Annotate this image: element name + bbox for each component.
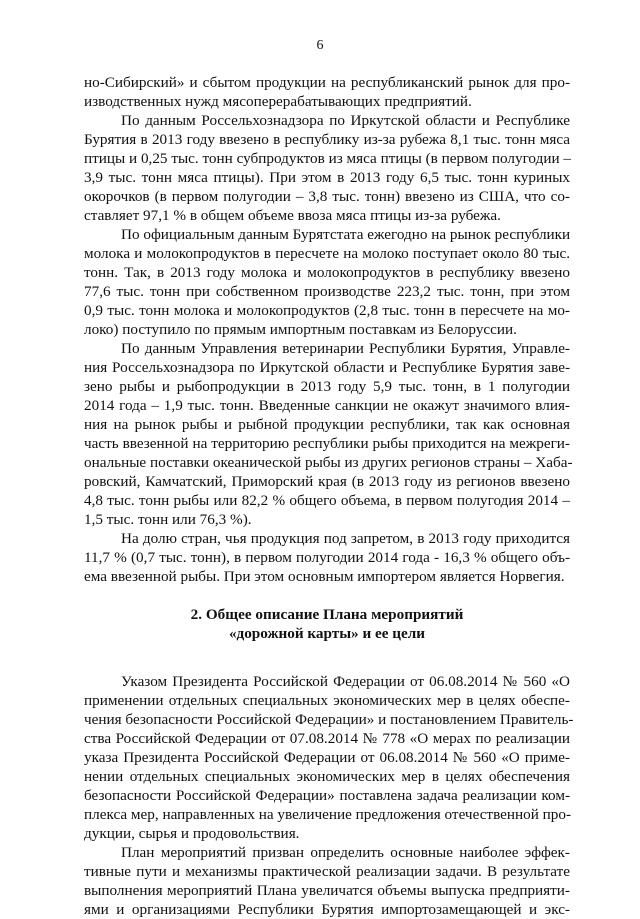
text-line: ния на рынок рыбы и рыбной продукции республики, так как основная xyxy=(84,416,570,433)
text-line: дукции, сырья и продовольствия. xyxy=(84,825,300,842)
text-line: 2014 года – 1,9 тыс. тонн. Введенные санкции не окажут значимого влия- xyxy=(84,397,570,414)
paragraph-first-line: По данным Управления ветеринарии Республики Бурятия, Управле- xyxy=(121,340,570,357)
text-line: 77,6 тыс. тонн при собственном производстве 223,2 тыс. тонн, при этом xyxy=(84,283,570,300)
text-line: плекса мер, направленных на увеличение предложения отечественной про- xyxy=(84,806,572,823)
text-line: тонн. Так, в 2013 году молока и молокопродуктов в республику ввезено xyxy=(84,264,570,281)
text-line: ональные поставки океанической рыбы из других регионов страны – Хаба- xyxy=(84,454,573,471)
text-line: указа Президента Российской Федерации от 06.08.2014 № 560 «О приме- xyxy=(84,749,570,766)
section-heading-subline: «дорожной карты» и ее цели xyxy=(228,625,426,642)
text-line: ния Россельхознадзора по Иркутской области и Республике Бурятия заве- xyxy=(84,359,570,376)
text-line: 1,5 тыс. тонн или 76,3 %). xyxy=(84,511,252,528)
text-line: нении отдельных специальных экономических мер в целях обеспечения xyxy=(84,768,570,785)
text-line: локо) поступило по прямым импортным поставкам из Белоруссии. xyxy=(84,321,517,338)
text-line: ями и организациями Республики Бурятия импортозамещающей и экс- xyxy=(84,901,570,918)
text-line: 0,9 тыс. тонн молока и молокопродуктов (2,8 тыс. тонн в пересчете на мо- xyxy=(84,302,570,319)
text-line: птицы и 0,25 тыс. тонн субпродуктов из мяса птицы (в первом полугодии – xyxy=(84,150,571,167)
text-line: ровский, Камчатский, Приморский края (в 2013 году из регионов ввезено xyxy=(84,473,570,490)
paragraph-first-line: План мероприятий призван определить основные наиболее эффек- xyxy=(121,844,570,861)
text-line: изводственных нужд мясоперерабатывающих предприятий. xyxy=(84,93,472,110)
text-line: зено рыбы и рыбопродукции в 2013 году 5,9 тыс. тонн, в 1 полугодии xyxy=(84,378,570,395)
page-number: 6 xyxy=(316,38,324,53)
paragraph-first-line: На долю стран, чья продукция под запретом, в 2013 году приходится xyxy=(121,530,570,547)
text-line: молока и молокопродуктов в пересчете на молоко поступает около 80 тыс. xyxy=(84,245,570,262)
text-line: ема ввезенной рыбы. При этом основным импортером является Норвегия. xyxy=(84,568,565,585)
text-line: тивные пути и механизмы практической реализации задачи. В результате xyxy=(84,863,570,880)
paragraph-first-line: По официальным данным Бурятстата ежегодно на рынок республики xyxy=(121,226,571,243)
text-line: выполнения мероприятий Плана увеличатся объемы выпуска предприяти- xyxy=(84,882,570,899)
text-line: 3,9 тыс. тонн мяса птицы). При этом в 2013 году 6,5 тыс. тонн куриных xyxy=(84,169,570,186)
section-heading: 2. Общее описание Плана мероприятий xyxy=(190,606,464,623)
text-line: часть ввезенной на территорию республики рыбы приходится на межреги- xyxy=(84,435,570,452)
text-line: чения безопасности Российской Федерации» и постановлением Правитель- xyxy=(84,711,574,728)
paragraph-first-line: По данным Россельхознадзора по Иркутской области и Республике xyxy=(121,112,570,129)
text-line: окорочков (в первом полугодии – 3,8 тыс. тонн) ввезено из США, что со- xyxy=(84,188,570,205)
text-line: 4,8 тыс. тонн рыбы или 82,2 % общего объема, в первом полугодия 2014 – xyxy=(84,492,570,509)
text-line: ства Российской Федерации от 07.08.2014 № 778 «О мерах по реализации xyxy=(84,730,570,747)
text-line: безопасности Российской Федерации» поставлена задача реализации ком- xyxy=(84,787,570,804)
text-line: применении отдельных специальных экономических мер в целях обеспе- xyxy=(84,692,570,709)
text-line: Бурятия в 2013 году ввезено в республику из-за рубежа 8,1 тыс. тонн мяса xyxy=(84,131,570,148)
text-line: но-Сибирский» и сбытом продукции на республиканский рынок для про- xyxy=(84,74,570,91)
text-line: 11,7 % (0,7 тыс. тонн), в первом полугодии 2014 года - 16,3 % общего объ- xyxy=(84,549,570,566)
paragraph-first-line: Указом Президента Российской Федерации от 06.08.2014 № 560 «О xyxy=(121,673,570,690)
text-line: ставляет 97,1 % в общем объеме ввоза мяса птицы из-за рубежа. xyxy=(84,207,501,224)
